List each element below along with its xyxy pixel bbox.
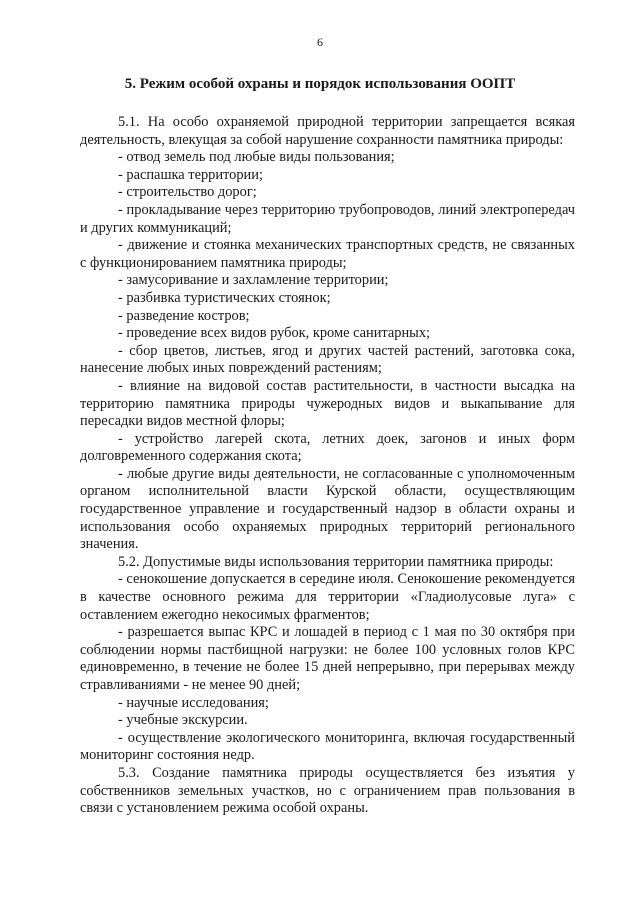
list-item: - разрешается выпас КРС и лошадей в период с 1 мая по 30 октября при соблюдении нормы пастбищной нагрузки: не более 100 условных голов КРС единовременно, в течение не более 15 дней непрерывно, при перерывах между стравливаниями - не менее 90 дней;	[80, 624, 575, 693]
paragraph-5-1: 5.1. На особо охраняемой природной территории запрещается всякая деятельность, влекущая за собой нарушение сохранности памятника природы:	[80, 114, 575, 148]
list-item: - распашка территории;	[118, 166, 263, 183]
document-body	[80, 114, 575, 818]
list-item: - влияние на видовой состав растительности, в частности высадка на территорию памятника природы чужеродных видов и выкапывание для пересадки видов местной флоры;	[80, 377, 575, 430]
list-item: - научные исследования;	[118, 694, 269, 711]
list-item: - устройство лагерей скота, летних доек, загонов и иных форм долговременного содержания скота;	[80, 430, 575, 465]
list-item: - любые другие виды деятельности, не согласованные с уполномоченным органом исполнительной власти Курской области, осуществляющим государственное управление и государственный надзор в области охраны и использования особо охраняемых природных территорий регионального значения.	[80, 465, 575, 553]
paragraph-5-2: 5.2. Допустимые виды использования территории памятника природы:	[118, 553, 554, 570]
list-item: - проведение всех видов рубок, кроме санитарных;	[118, 325, 431, 342]
section-heading: 5. Режим особой охраны и порядок использования ООПТ	[124, 76, 516, 92]
list-item: - отвод земель под любые виды пользования;	[118, 149, 395, 166]
list-item: - прокладывание через территорию трубопроводов, линий электропередач и других коммуникаций;	[80, 201, 575, 236]
list-item: - сбор цветов, листьев, ягод и других частей растений, заготовка сока, нанесение любых иных повреждений растениям;	[80, 342, 575, 377]
list-item: - учебные экскурсии.	[118, 712, 248, 729]
page-number: 6	[317, 35, 323, 49]
list-item: - сенокошение допускается в середине июля. Сенокошение рекомендуется в качестве основного режима для территории «Гладиолусовые луга» с оставлением ежегодно некосимых фрагментов;	[80, 571, 576, 623]
paragraph-5-3: 5.3. Создание памятника природы осуществляется без изъятия у собственников земельных участков, но с ограничением прав пользования в связи с установлением режима особой охраны.	[80, 764, 575, 817]
list-item: - разведение костров;	[118, 307, 250, 324]
list-item: - движение и стоянка механических транспортных средств, не связанных с функционированием памятника природы;	[80, 237, 575, 271]
list-item: - осуществление экологического мониторинга, включая государственный мониторинг состояния недр.	[80, 729, 575, 764]
list-item: - замусоривание и захламление территории;	[118, 272, 389, 289]
list-item: - разбивка туристических стоянок;	[118, 289, 331, 306]
list-item: - строительство дорог;	[118, 184, 257, 201]
